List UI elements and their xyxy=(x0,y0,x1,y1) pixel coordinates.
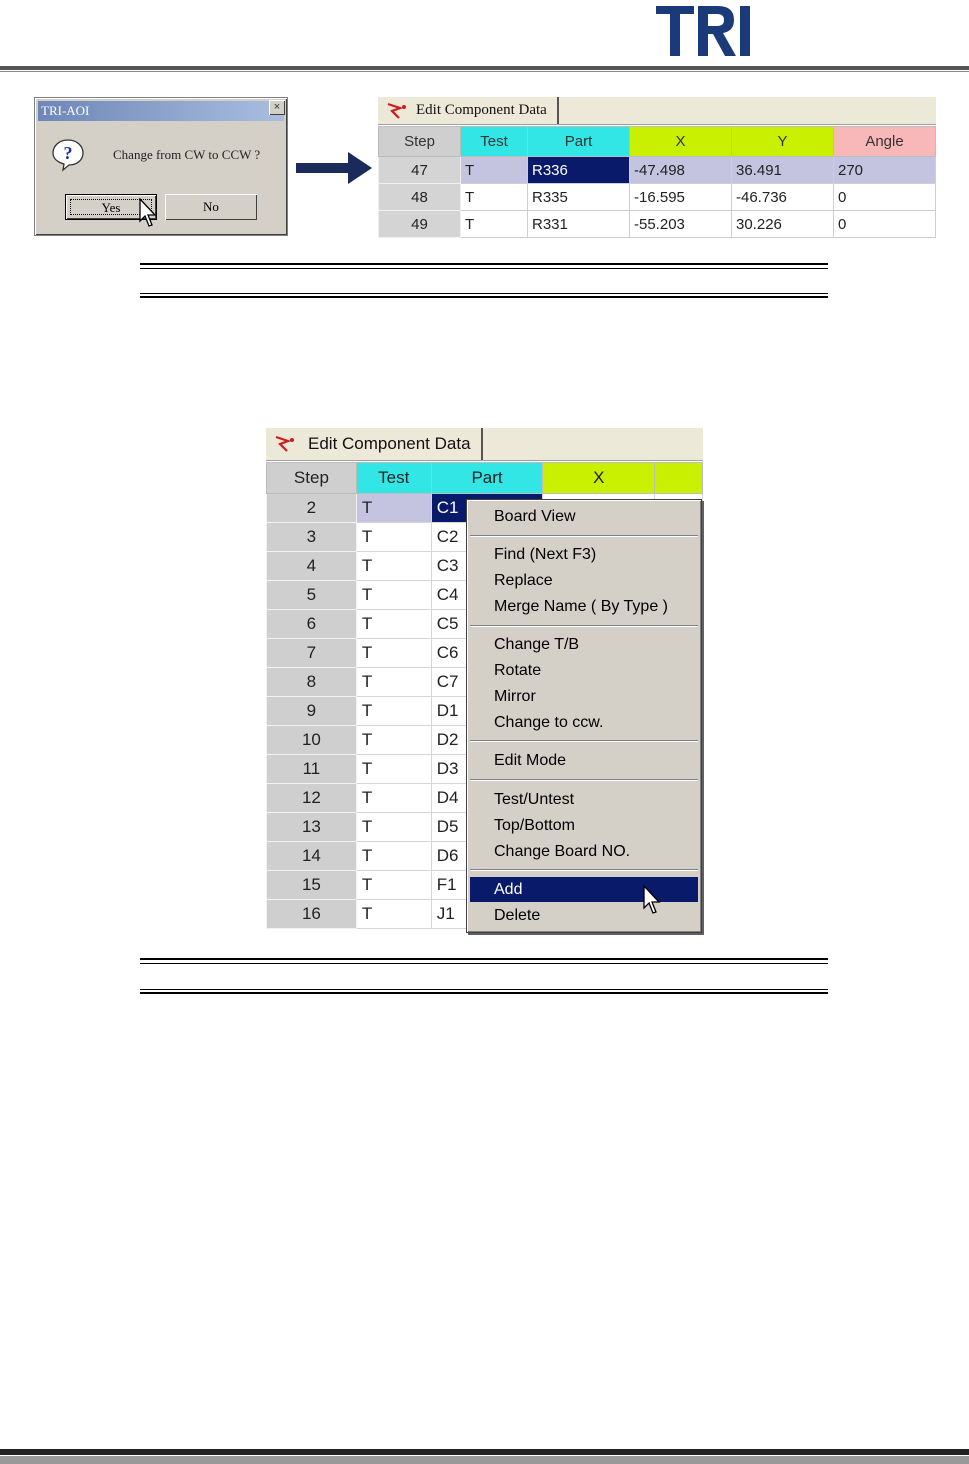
column-header-part[interactable]: Part xyxy=(528,127,630,157)
svg-text:?: ? xyxy=(63,143,73,163)
cell-test[interactable]: T xyxy=(461,157,528,184)
cell-step[interactable]: 3 xyxy=(267,523,357,552)
cell-test[interactable]: T xyxy=(356,494,431,523)
no-button[interactable]: No xyxy=(165,194,257,220)
cell-part[interactable]: D3 xyxy=(431,755,543,784)
cell-part[interactable]: R331 xyxy=(528,211,630,238)
column-header-y[interactable] xyxy=(655,463,703,494)
cell-part[interactable]: R335 xyxy=(528,184,630,211)
edit-component-icon xyxy=(274,434,296,454)
cell-test[interactable]: T xyxy=(461,184,528,211)
cell-part[interactable]: F1 xyxy=(431,871,543,900)
cell-y[interactable]: 30.226 xyxy=(732,211,834,238)
menu-item-mirror[interactable]: Mirror xyxy=(494,688,536,705)
cell-step[interactable]: 4 xyxy=(267,552,357,581)
cell-part[interactable]: J1 xyxy=(431,900,543,929)
separator-double-line xyxy=(140,958,828,995)
table-row[interactable] xyxy=(379,157,936,184)
header-rule xyxy=(0,66,969,70)
mouse-cursor-icon xyxy=(139,198,159,230)
cell-test[interactable]: T xyxy=(356,900,431,929)
cell-step[interactable]: 9 xyxy=(267,697,357,726)
column-header-part[interactable]: Part xyxy=(431,463,543,494)
footer-rule-thick xyxy=(0,1456,969,1464)
cell-step[interactable]: 2 xyxy=(267,494,357,523)
dialog-close-button[interactable]: × xyxy=(269,100,285,115)
column-header-test[interactable]: Test xyxy=(461,127,528,157)
dialog-message: Change from CW to CCW ? xyxy=(113,147,261,162)
header-rule-thin xyxy=(0,71,969,72)
cell-step[interactable]: 15 xyxy=(267,871,357,900)
table-header-row xyxy=(379,127,936,157)
grid-tab-bar xyxy=(266,428,703,461)
cell-test[interactable]: T xyxy=(356,610,431,639)
cell-test[interactable]: T xyxy=(356,726,431,755)
yes-button[interactable]: Yes xyxy=(65,194,157,220)
context-menu xyxy=(466,499,702,933)
cell-step[interactable]: 6 xyxy=(267,610,357,639)
cell-part[interactable]: R336 xyxy=(528,157,630,184)
cell-angle[interactable]: 0 xyxy=(834,211,936,238)
cell-y[interactable]: -46.736 xyxy=(732,184,834,211)
tri-logo xyxy=(654,4,754,58)
cell-test[interactable]: T xyxy=(356,813,431,842)
column-header-step[interactable]: Step xyxy=(267,463,357,494)
column-header-x[interactable]: X xyxy=(630,127,732,157)
footer-rule xyxy=(0,1449,969,1455)
right-arrow-icon xyxy=(296,148,374,188)
cell-x[interactable]: -55.203 xyxy=(630,211,732,238)
menu-separator xyxy=(470,779,698,781)
cell-step[interactable]: 16 xyxy=(267,900,357,929)
menu-separator xyxy=(470,869,698,871)
cell-test[interactable]: T xyxy=(356,668,431,697)
cell-part[interactable]: C6 xyxy=(431,639,543,668)
question-icon xyxy=(51,138,85,172)
column-header-y[interactable]: Y xyxy=(732,127,834,157)
menu-item-rotate[interactable]: Rotate xyxy=(494,662,542,679)
cell-step[interactable]: 12 xyxy=(267,784,357,813)
cell-part[interactable]: D2 xyxy=(431,726,543,755)
menu-separator xyxy=(470,740,698,742)
cell-x[interactable]: -16.595 xyxy=(630,184,732,211)
cell-test[interactable]: T xyxy=(356,842,431,871)
cell-step[interactable]: 11 xyxy=(267,755,357,784)
cell-test[interactable]: T xyxy=(356,581,431,610)
cell-part[interactable]: C4 xyxy=(431,581,543,610)
cell-part[interactable]: C1 xyxy=(431,494,543,523)
menu-item-test-untest[interactable]: Test/Untest xyxy=(494,791,575,808)
menu-item-top-bottom[interactable]: Top/Bottom xyxy=(494,817,575,834)
cell-part[interactable]: D6 xyxy=(431,842,543,871)
menu-separator xyxy=(470,535,698,537)
cell-test[interactable]: T xyxy=(356,697,431,726)
menu-item-merge-name[interactable]: Merge Name ( By Type ) xyxy=(494,598,668,615)
menu-item-delete[interactable]: Delete xyxy=(494,907,541,924)
confirm-dialog xyxy=(34,97,288,236)
cell-part[interactable]: C3 xyxy=(431,552,543,581)
menu-item-add[interactable]: Add xyxy=(470,877,698,902)
cell-test[interactable]: T xyxy=(461,211,528,238)
cell-angle[interactable]: 0 xyxy=(834,184,936,211)
cell-y[interactable]: 36.491 xyxy=(732,157,834,184)
edit-component-icon xyxy=(386,101,408,121)
column-header-x[interactable]: X xyxy=(543,463,655,494)
cell-part[interactable]: D5 xyxy=(431,813,543,842)
menu-item-find[interactable]: Find (Next F3) xyxy=(494,546,597,563)
column-header-angle[interactable]: Angle xyxy=(834,127,936,157)
separator-double-line xyxy=(140,263,828,299)
table-row[interactable] xyxy=(379,211,936,238)
menu-item-replace[interactable]: Replace xyxy=(494,572,553,589)
menu-item-board-view[interactable]: Board View xyxy=(494,508,576,525)
cell-part[interactable]: C2 xyxy=(431,523,543,552)
cell-test[interactable]: T xyxy=(356,523,431,552)
cell-angle[interactable]: 270 xyxy=(834,157,936,184)
cell-part[interactable]: C7 xyxy=(431,668,543,697)
cell-step[interactable]: 8 xyxy=(267,668,357,697)
mouse-cursor-icon xyxy=(643,885,663,917)
tab-label: Edit Component Data xyxy=(416,102,547,118)
component-table-top xyxy=(378,126,936,238)
cell-step[interactable]: 5 xyxy=(267,581,357,610)
cell-test[interactable]: T xyxy=(356,784,431,813)
component-data-grid-top xyxy=(378,97,936,236)
grid-tab-bar xyxy=(378,97,936,125)
dialog-title: TRI-AOI xyxy=(38,101,284,121)
cell-part[interactable]: D1 xyxy=(431,697,543,726)
cell-step[interactable]: 7 xyxy=(267,639,357,668)
column-header-step[interactable]: Step xyxy=(379,127,461,157)
tab-label: Edit Component Data xyxy=(308,434,471,453)
menu-item-change-board-no[interactable]: Change Board NO. xyxy=(494,843,631,860)
cell-part[interactable]: C5 xyxy=(431,610,543,639)
cell-step[interactable]: 48 xyxy=(379,184,461,211)
cell-test[interactable]: T xyxy=(356,755,431,784)
cell-part[interactable]: D4 xyxy=(431,784,543,813)
menu-item-change-ccw[interactable]: Change to ccw. xyxy=(494,714,604,731)
cell-step[interactable]: 10 xyxy=(267,726,357,755)
column-header-test[interactable]: Test xyxy=(356,463,431,494)
tab-edit-component-data[interactable] xyxy=(266,428,483,460)
table-header-row xyxy=(267,463,703,494)
menu-item-change-tb[interactable]: Change T/B xyxy=(494,636,580,653)
table-row[interactable] xyxy=(379,184,936,211)
cell-step[interactable]: 49 xyxy=(379,211,461,238)
cell-x[interactable]: -47.498 xyxy=(630,157,732,184)
cell-test[interactable]: T xyxy=(356,552,431,581)
cell-step[interactable]: 47 xyxy=(379,157,461,184)
cell-step[interactable]: 14 xyxy=(267,842,357,871)
cell-test[interactable]: T xyxy=(356,639,431,668)
menu-separator xyxy=(470,625,698,627)
tab-edit-component-data[interactable] xyxy=(378,97,559,124)
menu-item-edit-mode[interactable]: Edit Mode xyxy=(494,752,567,769)
cell-step[interactable]: 13 xyxy=(267,813,357,842)
cell-test[interactable]: T xyxy=(356,871,431,900)
